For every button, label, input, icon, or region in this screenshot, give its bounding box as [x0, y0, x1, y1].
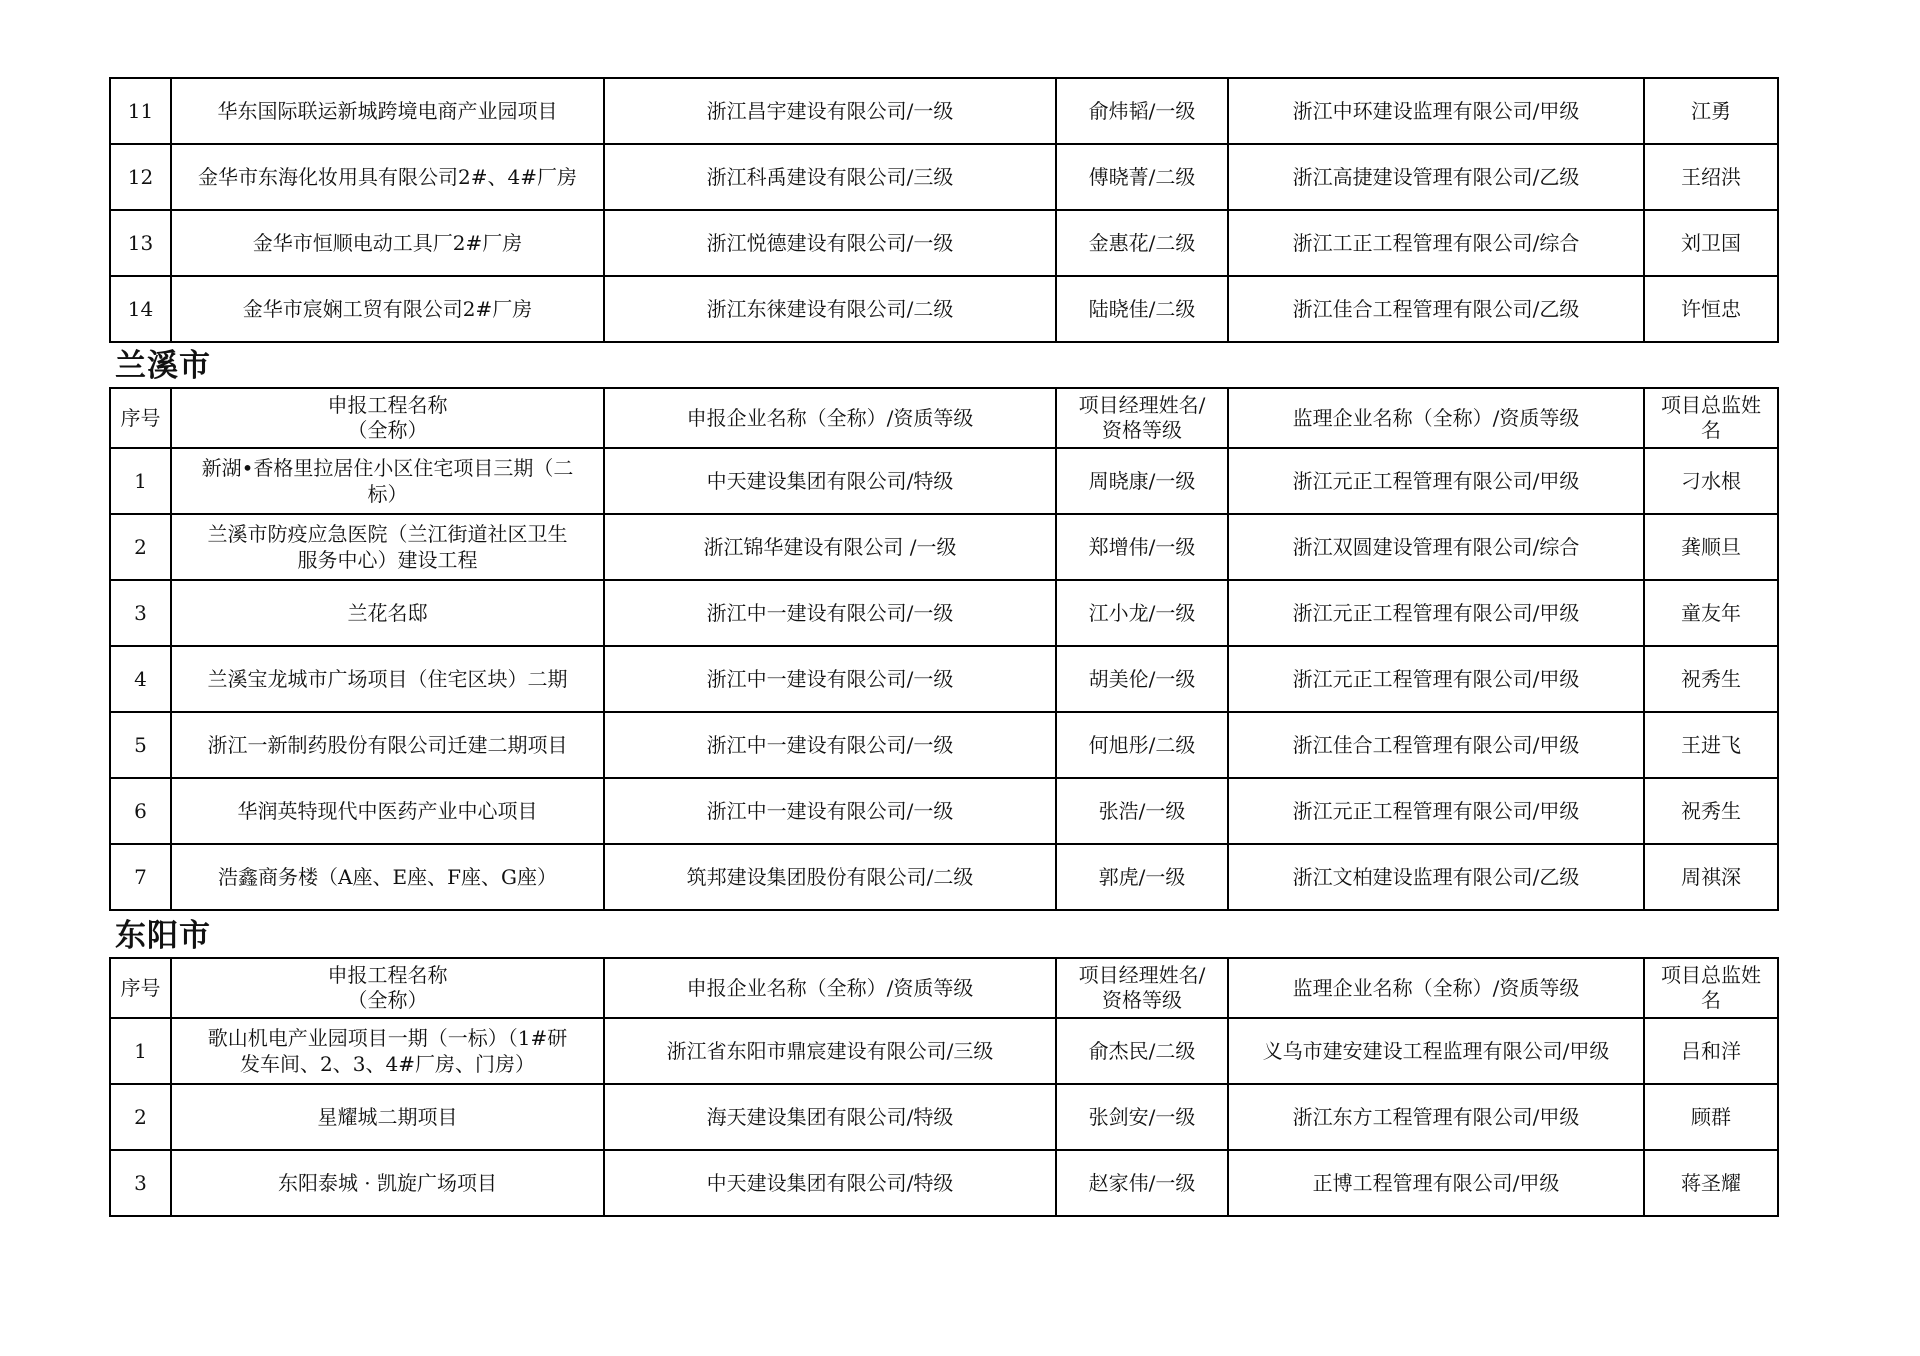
- cell-chief: 刁水根: [1644, 448, 1778, 514]
- section-title-dongyang: 东阳市: [115, 918, 211, 954]
- cell-project-name: 金华市东海化妆用具有限公司2#、4#厂房: [171, 144, 604, 210]
- cell-company: 浙江中一建设有限公司/一级: [604, 580, 1056, 646]
- cell-manager: 俞炜韬/一级: [1056, 78, 1228, 144]
- cell-manager: 陆晓佳/二级: [1056, 276, 1228, 342]
- cell-company: 浙江省东阳市鼎宸建设有限公司/三级: [604, 1018, 1056, 1084]
- cell-chief: 祝秀生: [1644, 646, 1778, 712]
- cell-manager: 周晓康/一级: [1056, 448, 1228, 514]
- table-row: [110, 144, 1778, 210]
- cell-manager: 俞杰民/二级: [1056, 1018, 1228, 1084]
- cell-chief: 王进飞: [1644, 712, 1778, 778]
- header-supervisor: 监理企业名称（全称）/资质等级: [1228, 388, 1644, 448]
- cell-supervisor: 浙江元正工程管理有限公司/甲级: [1228, 646, 1644, 712]
- cell-company: 中天建设集团有限公司/特级: [604, 448, 1056, 514]
- table-row: [110, 514, 1778, 580]
- cell-supervisor: 浙江双圆建设管理有限公司/综合: [1228, 514, 1644, 580]
- table-row: [110, 210, 1778, 276]
- cell-supervisor: 正博工程管理有限公司/甲级: [1228, 1150, 1644, 1216]
- cell-project-name: 浙江一新制药股份有限公司迁建二期项目: [171, 712, 604, 778]
- cell-supervisor: 浙江高捷建设管理有限公司/乙级: [1228, 144, 1644, 210]
- cell-project-name: 金华市恒顺电动工具厂2#厂房: [171, 210, 604, 276]
- cell-project-name: 金华市宸娴工贸有限公司2#厂房: [171, 276, 604, 342]
- table-row: [110, 646, 1778, 712]
- cell-no: 3: [110, 580, 171, 646]
- cell-company: 中天建设集团有限公司/特级: [604, 1150, 1056, 1216]
- cell-project-name: 东阳泰城 · 凯旋广场项目: [171, 1150, 604, 1216]
- cell-supervisor: 浙江佳合工程管理有限公司/甲级: [1228, 712, 1644, 778]
- cell-supervisor: 浙江佳合工程管理有限公司/乙级: [1228, 276, 1644, 342]
- cell-company: 浙江中一建设有限公司/一级: [604, 778, 1056, 844]
- table-row: [110, 1084, 1778, 1150]
- header-no: 序号: [110, 388, 171, 448]
- cell-no: 1: [110, 1018, 171, 1084]
- cell-supervisor: 浙江工正工程管理有限公司/综合: [1228, 210, 1644, 276]
- cell-company: 浙江悦德建设有限公司/一级: [604, 210, 1056, 276]
- cell-no: 13: [110, 210, 171, 276]
- cell-project-name: 兰花名邸: [171, 580, 604, 646]
- cell-chief: 王绍洪: [1644, 144, 1778, 210]
- cell-supervisor: 浙江东方工程管理有限公司/甲级: [1228, 1084, 1644, 1150]
- cell-no: 4: [110, 646, 171, 712]
- header-manager: 项目经理姓名/ 资格等级: [1056, 388, 1228, 448]
- cell-manager: 金惠花/二级: [1056, 210, 1228, 276]
- cell-no: 1: [110, 448, 171, 514]
- cell-chief: 刘卫国: [1644, 210, 1778, 276]
- table-row: [110, 712, 1778, 778]
- header-supervisor: 监理企业名称（全称）/资质等级: [1228, 958, 1644, 1018]
- cell-supervisor: 浙江文柏建设监理有限公司/乙级: [1228, 844, 1644, 910]
- cell-no: 3: [110, 1150, 171, 1216]
- cell-chief: 许恒忠: [1644, 276, 1778, 342]
- cell-company: 浙江锦华建设有限公司 /一级: [604, 514, 1056, 580]
- cell-manager: 赵家伟/一级: [1056, 1150, 1228, 1216]
- table-dongyang: [109, 957, 1779, 1217]
- header-manager: 项目经理姓名/ 资格等级: [1056, 958, 1228, 1018]
- header-company: 申报企业名称（全称）/资质等级: [604, 388, 1056, 448]
- cell-company: 浙江昌宇建设有限公司/一级: [604, 78, 1056, 144]
- cell-company: 浙江科禹建设有限公司/三级: [604, 144, 1056, 210]
- cell-project-name: 华东国际联运新城跨境电商产业园项目: [171, 78, 604, 144]
- cell-project-name: 歌山机电产业园项目一期（一标）（1#研 发车间、2、3、4#厂房、门房）: [171, 1018, 604, 1084]
- cell-chief: 龚顺旦: [1644, 514, 1778, 580]
- header-chief: 项目总监姓 名: [1644, 958, 1778, 1018]
- cell-manager: 郭虎/一级: [1056, 844, 1228, 910]
- cell-project-name: 兰溪宝龙城市广场项目（住宅区块）二期: [171, 646, 604, 712]
- cell-supervisor: 义乌市建安建设工程监理有限公司/甲级: [1228, 1018, 1644, 1084]
- table-row: [110, 78, 1778, 144]
- table-row: [110, 1018, 1778, 1084]
- cell-chief: 周祺深: [1644, 844, 1778, 910]
- table-row: [110, 778, 1778, 844]
- cell-manager: 胡美伦/一级: [1056, 646, 1228, 712]
- cell-project-name: 兰溪市防疫应急医院（兰江街道社区卫生 服务中心）建设工程: [171, 514, 604, 580]
- cell-no: 11: [110, 78, 171, 144]
- cell-chief: 童友年: [1644, 580, 1778, 646]
- cell-chief: 江勇: [1644, 78, 1778, 144]
- cell-no: 12: [110, 144, 171, 210]
- cell-manager: 张浩/一级: [1056, 778, 1228, 844]
- table-row: [110, 448, 1778, 514]
- cell-chief: 吕和洋: [1644, 1018, 1778, 1084]
- table-header-row: [110, 958, 1778, 1018]
- cell-no: 14: [110, 276, 171, 342]
- cell-company: 浙江东徕建设有限公司/二级: [604, 276, 1056, 342]
- cell-chief: 顾群: [1644, 1084, 1778, 1150]
- cell-project-name: 华润英特现代中医药产业中心项目: [171, 778, 604, 844]
- table-header-row: [110, 388, 1778, 448]
- table-row: [110, 844, 1778, 910]
- table-lanxi: [109, 387, 1779, 911]
- table-continued: [109, 77, 1779, 343]
- cell-manager: 何旭彤/二级: [1056, 712, 1228, 778]
- header-company: 申报企业名称（全称）/资质等级: [604, 958, 1056, 1018]
- cell-no: 7: [110, 844, 171, 910]
- cell-supervisor: 浙江元正工程管理有限公司/甲级: [1228, 580, 1644, 646]
- cell-manager: 傅晓菁/二级: [1056, 144, 1228, 210]
- cell-company: 浙江中一建设有限公司/一级: [604, 646, 1056, 712]
- cell-supervisor: 浙江中环建设监理有限公司/甲级: [1228, 78, 1644, 144]
- cell-company: 浙江中一建设有限公司/一级: [604, 712, 1056, 778]
- header-chief: 项目总监姓 名: [1644, 388, 1778, 448]
- cell-manager: 江小龙/一级: [1056, 580, 1228, 646]
- cell-project-name: 新湖•香格里拉居住小区住宅项目三期（二 标）: [171, 448, 604, 514]
- table-row: [110, 276, 1778, 342]
- cell-no: 2: [110, 1084, 171, 1150]
- cell-project-name: 星耀城二期项目: [171, 1084, 604, 1150]
- cell-chief: 蒋圣耀: [1644, 1150, 1778, 1216]
- table-row: [110, 1150, 1778, 1216]
- cell-company: 筑邦建设集团股份有限公司/二级: [604, 844, 1056, 910]
- table-row: [110, 580, 1778, 646]
- cell-chief: 祝秀生: [1644, 778, 1778, 844]
- header-no: 序号: [110, 958, 171, 1018]
- cell-no: 6: [110, 778, 171, 844]
- cell-no: 2: [110, 514, 171, 580]
- header-project-name: 申报工程名称 （全称）: [171, 958, 604, 1018]
- cell-company: 海天建设集团有限公司/特级: [604, 1084, 1056, 1150]
- cell-manager: 张剑安/一级: [1056, 1084, 1228, 1150]
- cell-manager: 郑增伟/一级: [1056, 514, 1228, 580]
- section-title-lanxi: 兰溪市: [115, 348, 211, 384]
- cell-supervisor: 浙江元正工程管理有限公司/甲级: [1228, 448, 1644, 514]
- cell-no: 5: [110, 712, 171, 778]
- cell-supervisor: 浙江元正工程管理有限公司/甲级: [1228, 778, 1644, 844]
- header-project-name: 申报工程名称 （全称）: [171, 388, 604, 448]
- cell-project-name: 浩鑫商务楼（A座、E座、F座、G座）: [171, 844, 604, 910]
